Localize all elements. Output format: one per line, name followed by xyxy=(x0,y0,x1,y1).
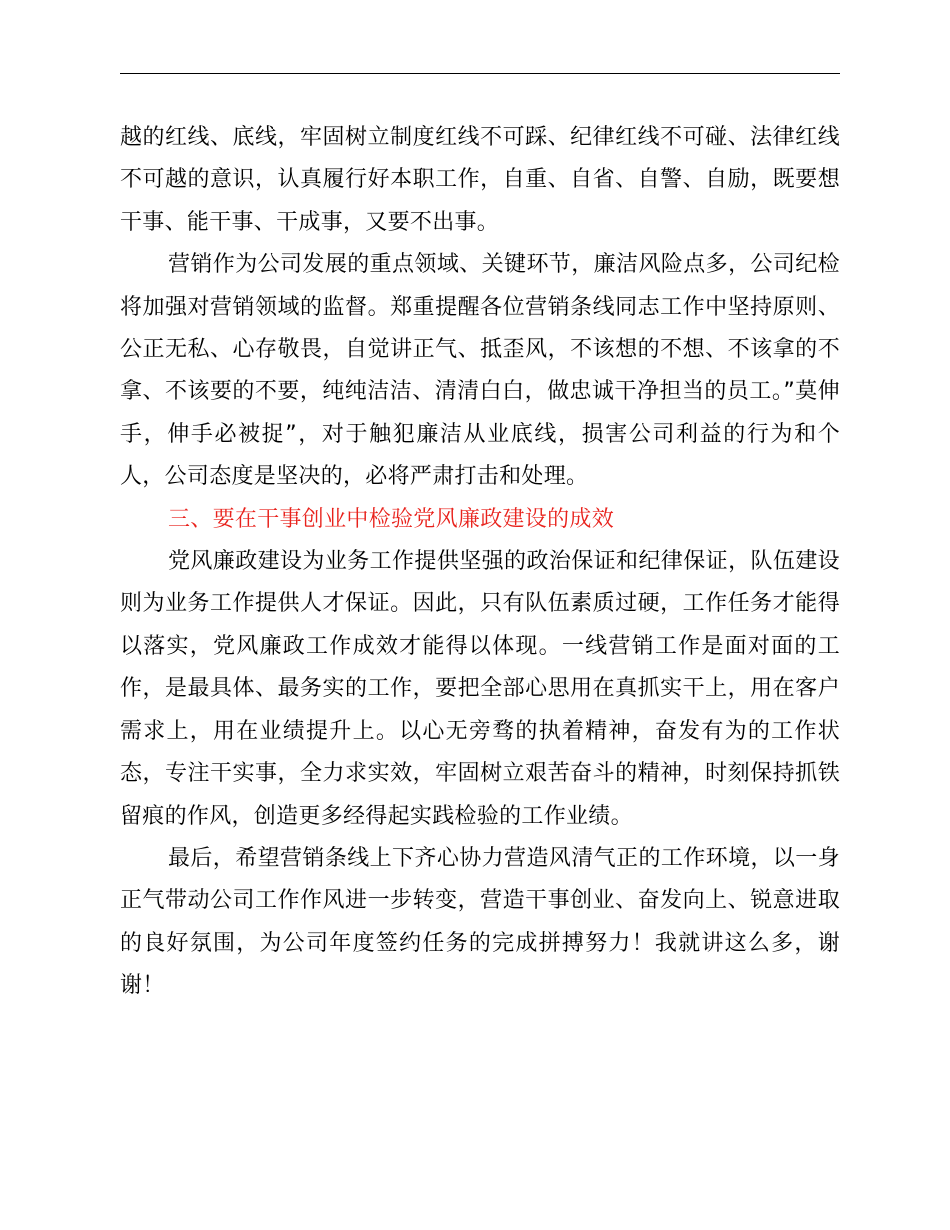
paragraph-team-building: 党风廉政建设为业务工作提供坚强的政治保证和纪律保证，队伍建设则为业务工作提供人才保证。因此，只有队伍素质过硬，工作任务才能得以落实，党风廉政工作成效才能得以体现。一线营销工作是面对面的工作，是最具体、最务实的工作，要把全部心思用在真抓实干上，用在客户需求上，用在业绩提升上。以心无旁骛的执着精神，奋发有为的工作状态，专注干实事，全力求实效，牢固树立艰苦奋斗的精神，时刻保持抓铁留痕的作风，创造更多经得起实践检验的工作业绩。 xyxy=(120,549,840,829)
header-rule xyxy=(120,73,840,74)
section-heading: 三、要在干事创业中检验党风廉政建设的成效 xyxy=(168,506,615,532)
paragraph-closing: 最后，希望营销条线上下齐心协力营造风清气正的工作环境，以一身正气带动公司工作作风进一步转变，营造干事创业、奋发向上、锐意进取的良好氛围，为公司年度签约任务的完成拼搏努力！我就讲这么多，谢谢！ xyxy=(120,845,840,999)
document-body xyxy=(120,117,840,1008)
paragraph-continuation: 越的红线、底线，牢固树立制度红线不可踩、纪律红线不可碰、法律红线不可越的意识，认真履行好本职工作，自重、自省、自警、自励，既要想干事、能干事、干成事，又要不出事。 xyxy=(120,125,840,235)
paragraph-marketing-oversight: 营销作为公司发展的重点领域、关键环节，廉洁风险点多，公司纪检将加强对营销领域的监督。郑重提醒各位营销条线同志工作中坚持原则、公正无私、心存敬畏，自觉讲正气、抵歪风，不该想的不想、不该拿的不拿、不该要的不要，纯纯洁洁、清清白白，做忠诚干净担当的员工。”莫伸手，伸手必被捉”，对于触犯廉洁从业底线，损害公司利益的行为和个人，公司态度是坚决的，必将严肃打击和处理。 xyxy=(120,252,840,490)
